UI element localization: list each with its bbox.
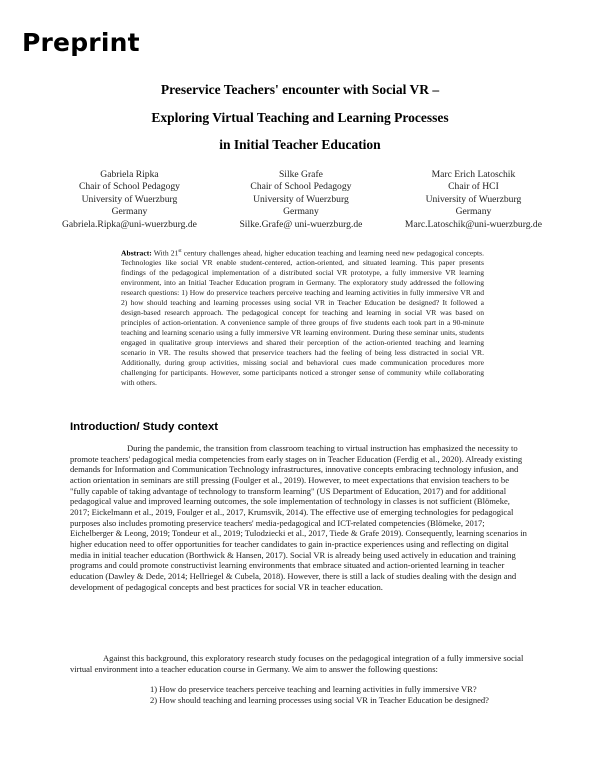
author-university: University of Wuerzburg bbox=[425, 193, 522, 205]
abstract-superscript: st bbox=[178, 249, 182, 254]
author-name: Silke Grafe bbox=[278, 169, 323, 180]
preprint-label: Preprint bbox=[22, 28, 140, 57]
body-paragraph-2: Against this background, this exploratory research study focuses on the pedagogical integration of a fully immersive social virtual environment into a teacher education course in Germany. We aim to answer the following questions: bbox=[70, 653, 524, 674]
body-paragraph-1: During the pandemic, the transition from classroom teaching to virtual instruction has emphasized the necessity to promote teachers' pedagogical media competencies from early stages on in Teacher Education (Ferdig et al., 2020). Already existing demands for Information and Communication Technology infrastructures, innovative concepts embracing technology infusion, and action orientation in seminars are still pressing (Foulger et al., 2019). However, to meet expectations that envision teachers to be "fully capable of taking advantage of technology to transform learning" (US Department of Education, 2017) and for additional pedagogical value and improved learning outcomes, the sole implementation of technology in classes is not sufficient (Blömeke, 2017; Eickelmann et al., 2019, Foulger et al., 2017, Krumsvik, 2014). The effective use of emerging technologies for pedagogical purposes also includes promoting preservice teachers' media-pedagogical and ICT-related competencies (Blömeke, 2017; Eichelberger & Leong, 2019; Tondeur et al., 2019; Tulodziecki et al., 2017, Tiede & Grafe 2019). Consequently, learning scenarios in higher education need to offer opportunities for teacher candidates to gain in-practice experiences using and reflecting on digital media in initial teacher education (Borthwick & Hansen, 2017). Social VR is already being used actively in education and training programs and could promote constructivist learning environments that embrace situated and action-oriented learning in teacher education (Dawley & Dede, 2014; Hellriegel & Cubela, 2018). However, there is still a lack of studies dealing with the design and development of pedagogical concepts and best practices for social VR in teacher education. bbox=[70, 443, 527, 592]
author-country: Germany bbox=[455, 206, 492, 218]
author-email: Marc.Latoschik@uni-wuerzburg.de bbox=[404, 218, 542, 230]
paper-title-line-1: Preservice Teachers' encounter with Social VR – bbox=[160, 82, 440, 97]
author-country: Germany bbox=[111, 206, 148, 218]
author-list bbox=[62, 169, 542, 231]
author-email: Gabriela.Ripka@uni-wuerzburg.de bbox=[62, 218, 197, 230]
author-block bbox=[239, 169, 362, 231]
author-email: Silke.Grafe@ uni-wuerzburg.de bbox=[239, 218, 363, 230]
author-block bbox=[62, 169, 197, 231]
author-block bbox=[405, 169, 542, 231]
author-name: Marc Erich Latoschik bbox=[431, 169, 516, 180]
author-role: Chair of School Pedagogy bbox=[78, 181, 180, 193]
paper-title-line-2: Exploring Virtual Teaching and Learning Processes bbox=[151, 110, 449, 125]
author-role: Chair of School Pedagogy bbox=[250, 181, 352, 193]
author-name: Gabriela Ripka bbox=[100, 169, 159, 180]
author-university: University of Wuerzburg bbox=[81, 193, 178, 205]
author-university: University of Wuerzburg bbox=[253, 193, 349, 205]
research-question: 2) How should teaching and learning processes using social VR in Teacher Education be designed? bbox=[150, 694, 489, 705]
abstract bbox=[121, 247, 484, 388]
abstract-text: century challenges ahead, higher education teaching and learning need new pedagogical concepts. Technologies like social VR enable student-centered, action-oriented, and situated learning. This paper presents findings of the pedagogical implementation of a distributed social VR prototype, a fully immersive VR learning environment, into an Initial Teacher Education program in Germany. The exploratory study addressed the following research questions: 1) How do preservice teachers perceive teaching and learning activities in fully immersive VR and 2) how should teaching and learning processes using social VR in Teacher Education be designed? It followed a design-based research approach. The pedagogical concept for teaching and learning in social VR was based on principles of action-orientation. A convenience sample of three groups of five students each took part in a 90-minute teaching and learning scenario using a fully immersive VR learning environment. During these seminar units, students engaged in qualitative group interviews and shared their perception of the action-oriented teaching and learning scenario in VR. The results showed that preservice teachers had the feeling of being less distracted in social VR. Additionally, during group activities, missing social and behavioral cues made communication procedures more challenging for participants. However, some participants noticed a stronger sense of community while collaborating with others. bbox=[121, 248, 484, 387]
paper-title-line-3: in Initial Teacher Education bbox=[219, 137, 381, 152]
section-heading: Introduction/ Study context bbox=[70, 421, 219, 433]
research-questions bbox=[150, 684, 490, 705]
author-country: Germany bbox=[283, 206, 319, 218]
abstract-text-start: With 21 bbox=[151, 248, 179, 258]
research-question: 1) How do preservice teachers perceive teaching and learning activities in fully immersive VR? bbox=[150, 684, 477, 694]
abstract-label: Abstract: bbox=[121, 248, 152, 258]
author-role: Chair of HCI bbox=[448, 181, 499, 193]
